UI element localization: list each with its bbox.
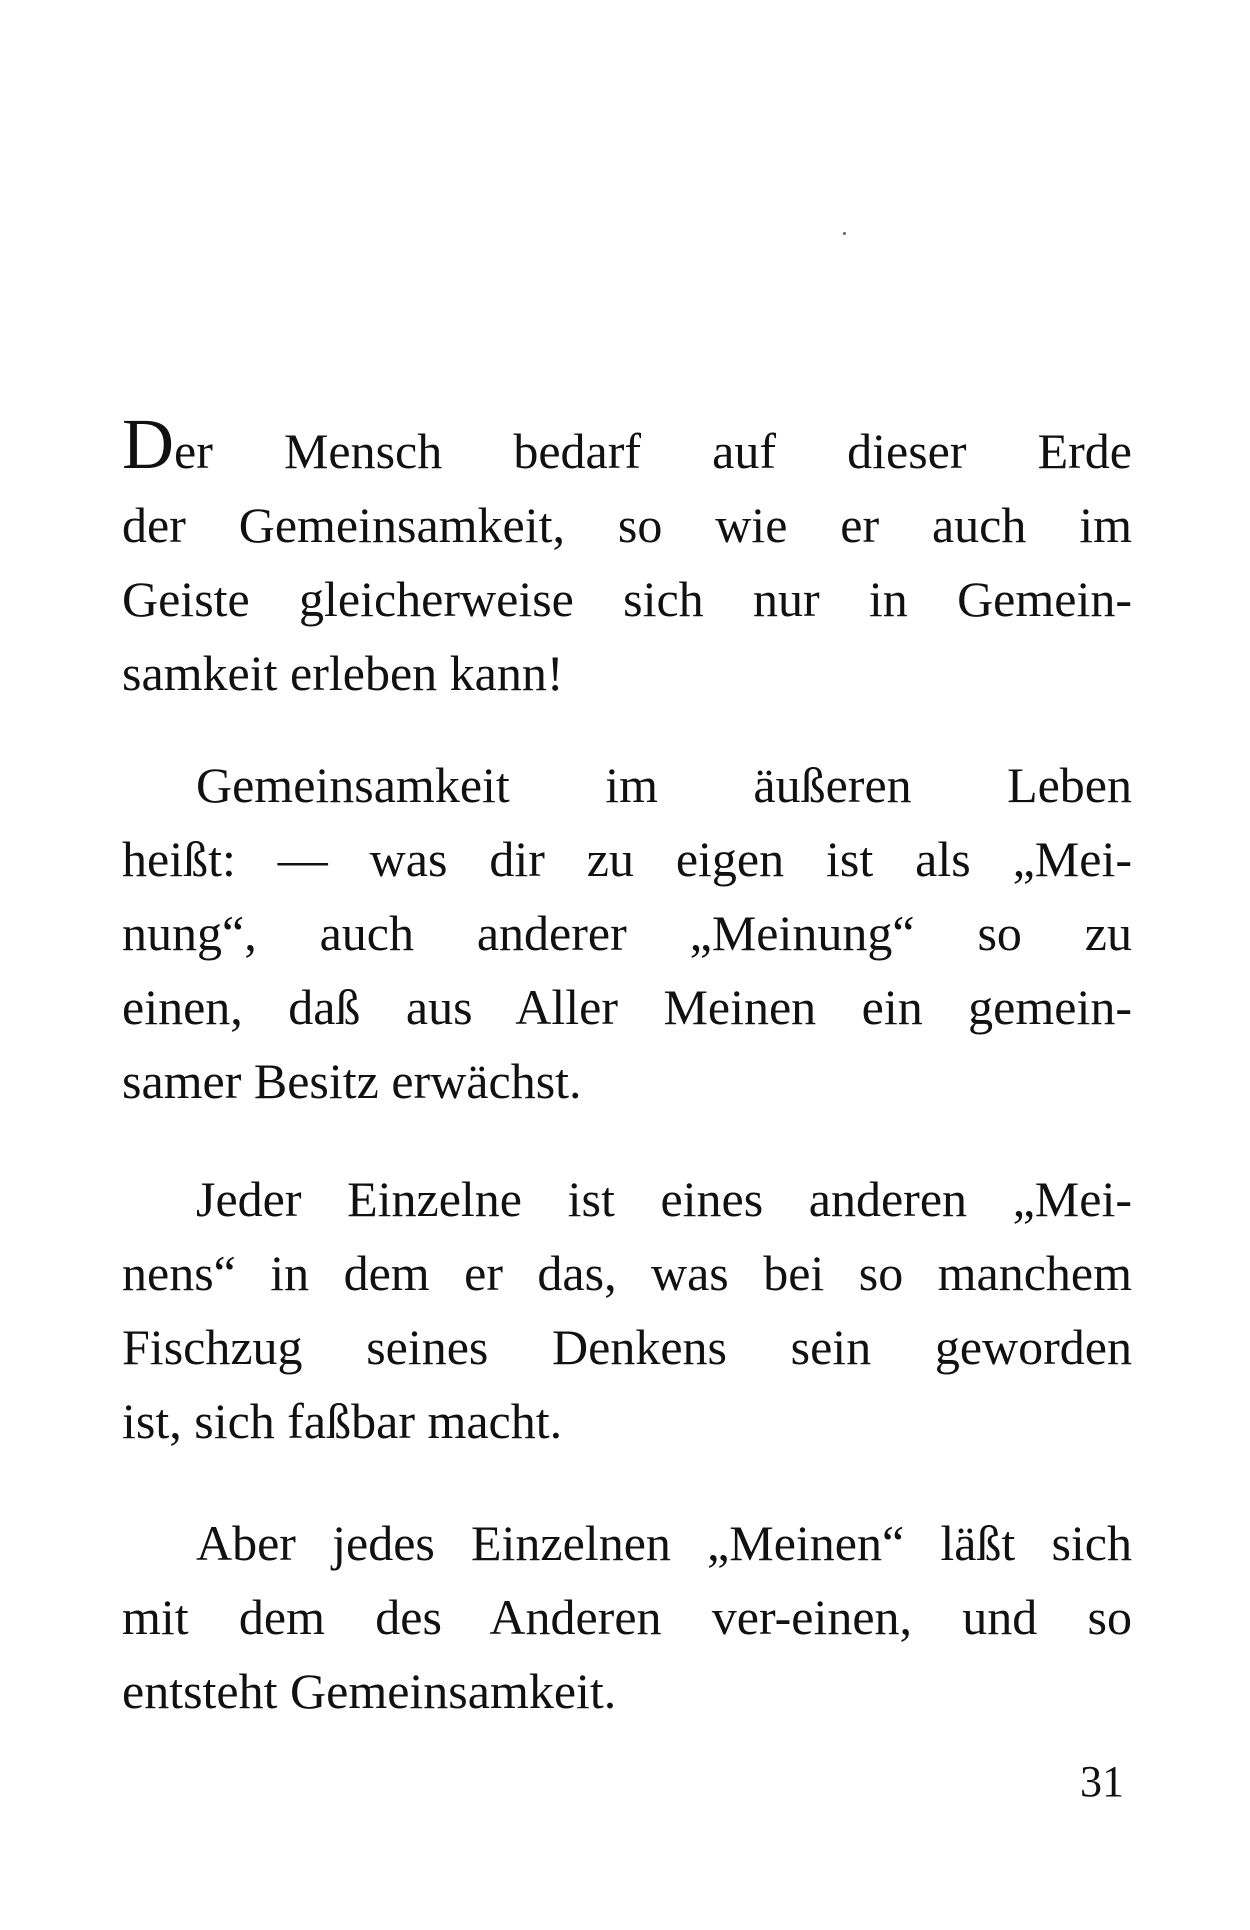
dropcap-letter: D (122, 404, 174, 484)
first-line-text: er Mensch bedarf auf dieser Erde (174, 423, 1132, 479)
paragraph-3-line-1: Jeder Einzelne ist eines anderen „Mei- (196, 1171, 1132, 1227)
paragraph-1-line-3: Geiste gleicherweise sich nur in Gemein- (122, 571, 1132, 627)
paragraph-3-line-4: ist, sich faßbar macht. (122, 1393, 563, 1449)
paragraph-2-line-4: einen, daß aus Aller Meinen ein gemein- (122, 979, 1132, 1035)
paper-speck (843, 232, 846, 235)
paragraph-1-line-4: samkeit erleben kann! (122, 645, 564, 701)
paragraph-2 (122, 748, 1132, 1118)
paragraph-3 (122, 1162, 1132, 1458)
paragraph-2-line-2: heißt: — was dir zu eigen ist als „Mei- (122, 831, 1132, 887)
paragraph-4-line-3: entsteht Gemeinsamkeit. (122, 1663, 617, 1719)
paragraph-1-line-2: der Gemeinsamkeit, so wie er auch im (122, 497, 1132, 553)
paragraph-2-line-5: samer Besitz erwächst. (122, 1053, 582, 1109)
paragraph-2-line-3: nung“, auch anderer „Meinung“ so zu (122, 905, 1132, 961)
paragraph-1 (122, 404, 1132, 710)
paragraph-3-line-3: Fischzug seines Denkens sein geworden (122, 1319, 1132, 1375)
paragraph-3-line-2: nens“ in dem er das, was bei so manchem (122, 1245, 1132, 1301)
paragraph-4 (122, 1506, 1132, 1728)
paragraph-2-line-1: Gemeinsamkeit im äußeren Leben (196, 757, 1132, 813)
paragraph-1-line-1 (122, 404, 1132, 488)
paragraph-4-line-1: Aber jedes Einzelnen „Meinen“ läßt sich (196, 1515, 1132, 1571)
paragraph-4-line-2: mit dem des Anderen ver-einen, und so (122, 1589, 1132, 1645)
page-number: 31 (1080, 1757, 1124, 1806)
